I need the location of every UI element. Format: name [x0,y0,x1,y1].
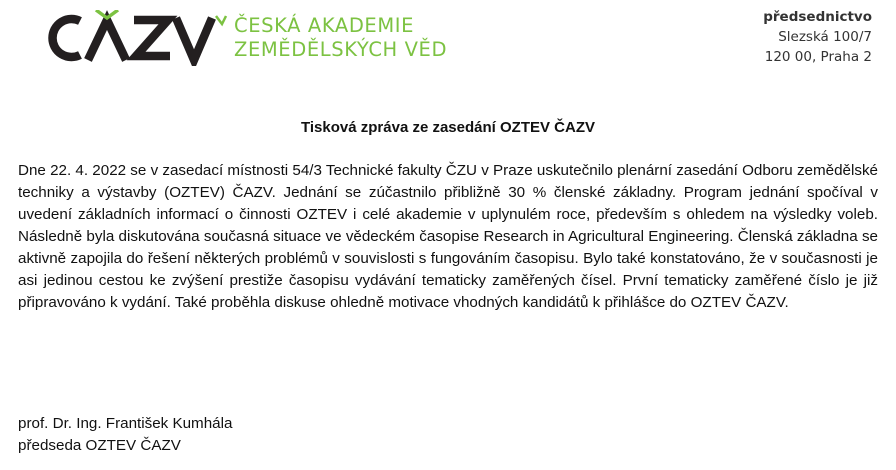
document-title: Tisková zpráva ze zasedání OZTEV ČAZV [301,119,595,136]
cazv-logo-graphic [38,10,228,66]
address-block [763,7,872,67]
organization-name-line1: ČESKÁ AKADEMIE [234,14,415,37]
letterhead [0,0,896,80]
organization-name-line2: ZEMĚDĚLSKÝCH VĚD [234,38,448,61]
address-line2: 120 00, Praha 2 [764,49,872,65]
address-line1: Slezská 100/7 [778,29,872,45]
signature-role: předseda OZTEV ČAZV [18,437,181,454]
document-body: Dne 22. 4. 2022 se v zasedací místnosti 54/3 Technické fakulty ČZU v Praze uskutečnilo plenární zasedání Odboru zemědělské techniky a výstavby (OZTEV) ČAZV. Jednání se zúčastnilo přibližně 30 % členské základny. Program jednání spočíval v uvedení základních informací o činnosti OZTEV i celé akademie v uplynulém roce, především s ohledem na výsledky voleb. Následně byla diskutována současná situace ve vědeckém časopise Research in Agricultural Engineering. Členská základna se aktivně zapojila do řešení některých problémů v souvislosti s fungováním časopisu. Bylo také konstatováno, že v současnosti je asi jedinou cestou ke zvýšení prestiže časopisu vydávání tematicky zaměřených čísel. První tematicky zaměřené číslo je již připravováno k vydání. Také proběhla diskuse ohledně motivace vhodných kandidátů k přihlášce do OZTEV ČAZV. [18,162,878,311]
address-label: předsednictvo [763,9,872,25]
signature-block [18,413,232,457]
cazv-logo [38,10,228,66]
organization-name [234,14,447,62]
signature-name: prof. Dr. Ing. František Kumhála [18,415,233,432]
